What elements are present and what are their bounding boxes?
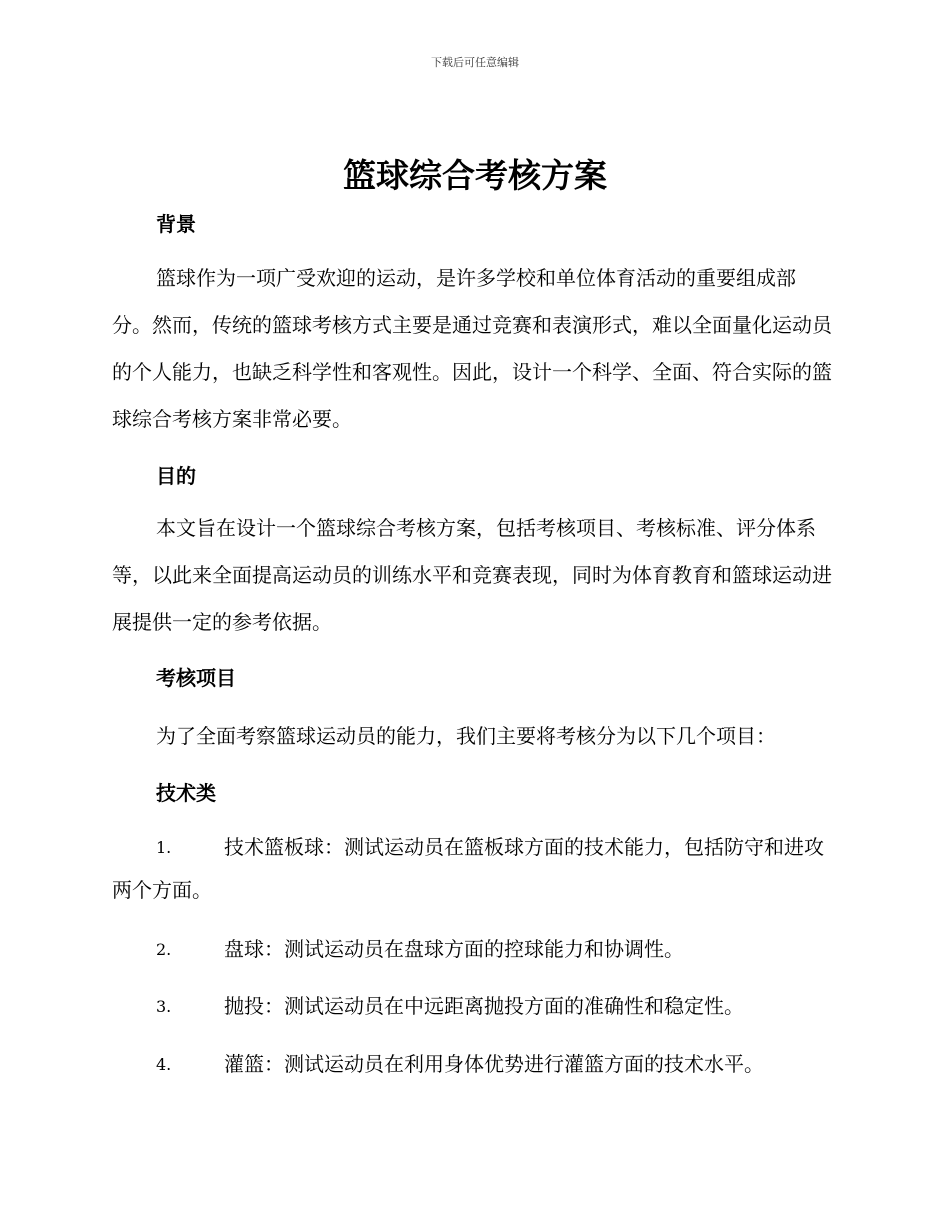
paragraph-background: 篮球作为一项广受欢迎的运动，是许多学校和单位体育活动的重要组成部分。然而，传统的篮球考核方式主要是通过竞赛和表演形式，难以全面量化运动员的个人能力，也缺乏科学性和客观性。因此，设计一个科学、全面、符合实际的篮球综合考核方案非常必要。 bbox=[112, 266, 832, 431]
list-item-number: 2. bbox=[156, 940, 172, 959]
section-heading-items: 考核项目 bbox=[156, 666, 236, 690]
paragraph-items-intro: 为了全面考察篮球运动员的能力，我们主要将考核分为以下几个项目： bbox=[156, 724, 776, 748]
section-heading-purpose: 目的 bbox=[156, 464, 196, 488]
list-item-number: 4. bbox=[156, 1055, 172, 1074]
list-item-text: 灌篮：测试运动员在利用身体优势进行灌篮方面的技术水平。 bbox=[224, 1052, 764, 1076]
section-heading-background: 背景 bbox=[156, 212, 196, 236]
list-item-text: 盘球：测试运动员在盘球方面的控球能力和协调性。 bbox=[224, 937, 684, 961]
list-item-text: 抛投：测试运动员在中远距离抛投方面的准确性和稳定性。 bbox=[224, 994, 744, 1018]
list-item bbox=[112, 1043, 834, 1086]
list-item-text: 技术篮板球：测试运动员在篮板球方面的技术能力，包括防守和进攻两个方面。 bbox=[112, 835, 824, 902]
section-heading-technical: 技术类 bbox=[156, 781, 216, 805]
paragraph-purpose: 本文旨在设计一个篮球综合考核方案，包括考核项目、考核标准、评分体系等，以此来全面提高运动员的训练水平和竞赛表现，同时为体育教育和篮球运动进展提供一定的参考依据。 bbox=[112, 516, 832, 634]
list-item bbox=[112, 826, 834, 912]
list-item-number: 1. bbox=[156, 838, 172, 857]
list-item bbox=[112, 985, 834, 1028]
page-header-note: 下载后可任意编辑 bbox=[431, 56, 519, 69]
document-title: 篮球综合考核方案 bbox=[343, 156, 607, 195]
list-item bbox=[112, 928, 834, 971]
list-item-number: 3. bbox=[156, 997, 172, 1016]
